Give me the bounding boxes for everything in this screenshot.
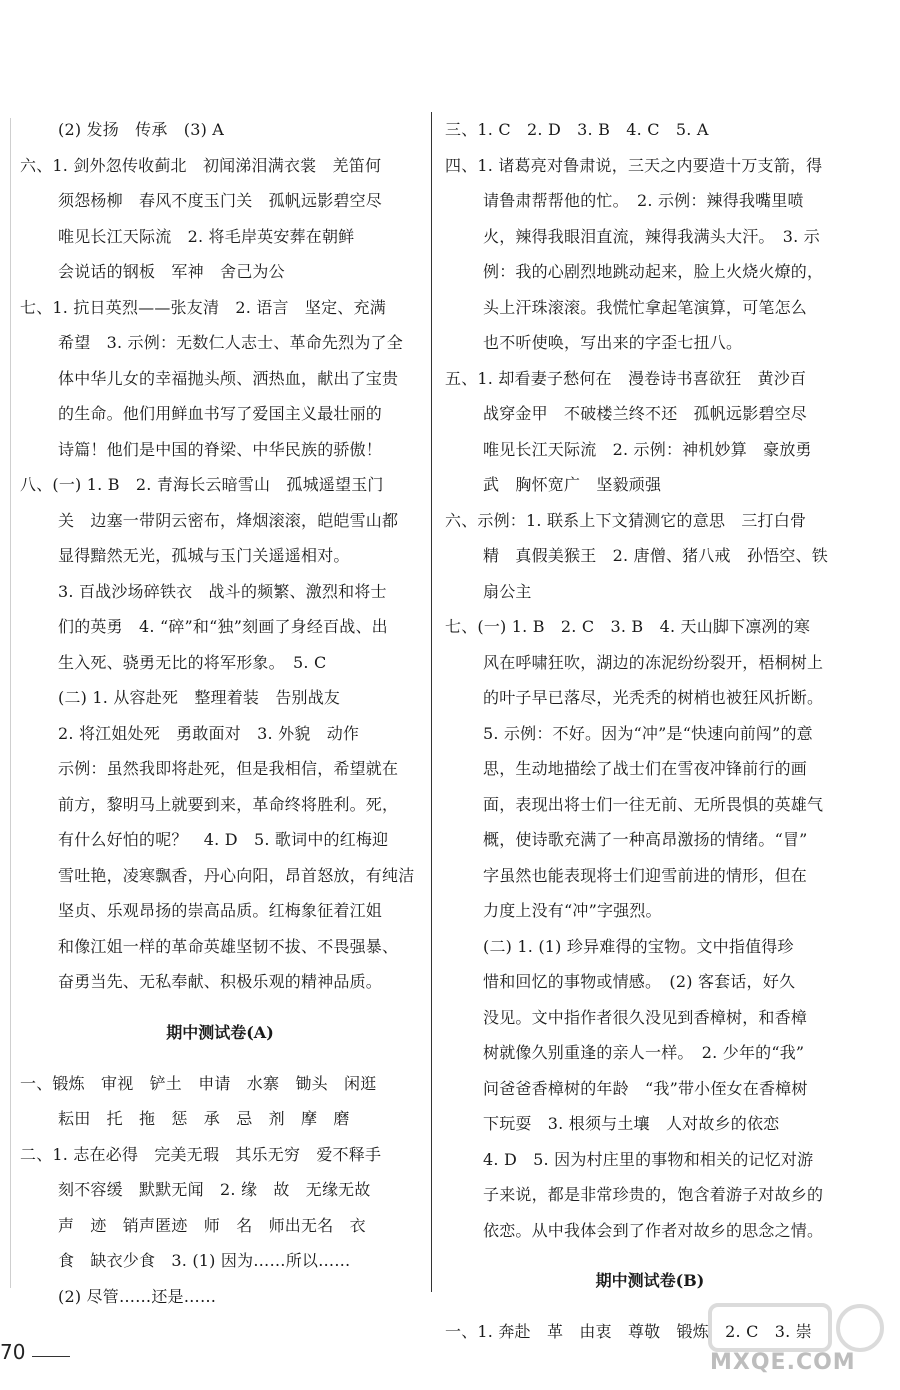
text-line: 六、示例：1. 联系上下文猜测它的意思 三打白骨 (445, 510, 807, 530)
left-column (20, 112, 420, 1314)
section-title: 期中测试卷(A) (166, 1022, 274, 1042)
text-line: 一、锻炼 审视 铲土 申请 水寨 锄头 闲逛 (20, 1073, 377, 1093)
text-line: 风在呼啸狂吹，湖边的冻泥纷纷裂开，梧桐树上 (483, 652, 824, 672)
text-line: 依恋。从中我体会到了作者对故乡的思念之情。 (483, 1220, 824, 1240)
text-line: 和像江姐一样的革命英雄坚韧不拔、不畏强暴、 (58, 936, 399, 956)
text-line: 生入死、骁勇无比的将军形象。 5. C (58, 652, 327, 672)
text-line: 也不听使唤，写出来的字歪七扭八。 (483, 333, 743, 352)
text-line: 2. 将江姐处死 勇敢面对 3. 外貌 动作 (58, 723, 360, 743)
text-line: 没见。文中指作者很久没见到香樟树，和香樟 (483, 1007, 808, 1027)
text-line: 雪吐艳，凌寒飘香，丹心向阳，昂首怒放，有纯洁 (58, 865, 415, 885)
text-line: 战穿金甲 不破楼兰终不还 孤帆远影碧空尽 (483, 404, 808, 423)
text-line: 5. 示例：不好。因为“冲”是“快速向前闯”的意 (483, 723, 813, 743)
text-line: 示例：虽然我即将赴死，但是我相信，希望就在 (58, 759, 399, 778)
text-line: 四、1. 诸葛亮对鲁肃说，三天之内要造十万支箭，得 (445, 155, 823, 175)
text-line: 奋勇当先、无私奉献、积极乐观的精神品质。 (58, 972, 383, 991)
text-line: 思，生动地描绘了战士们在雪夜冲锋前行的画 (483, 759, 808, 778)
text-line: 坚贞、乐观昂扬的崇高品质。红梅象征着江姐 (58, 901, 383, 920)
text-line: 诗篇！他们是中国的脊梁、中华民族的骄傲！ (58, 439, 383, 459)
text-line: 希望 3. 示例：无数仁人志士、革命先烈为了全 (58, 333, 403, 352)
text-line: 3. 百战沙场碎铁衣 战斗的频繁、激烈和将士 (58, 581, 387, 601)
text-line: 下玩耍 3. 根须与土壤 人对故乡的依恋 (483, 1114, 780, 1133)
text-line: 体中华儿女的幸福抛头颅、洒热血，献出了宝贵 (58, 368, 399, 388)
text-line: 4. D 5. 因为村庄里的事物和相关的记忆对游 (483, 1149, 814, 1169)
page-number: 70 (0, 1340, 26, 1364)
column-divider (431, 112, 432, 1292)
text-line: 们的英勇 4. “碎”和“独”刻画了身经百战、出 (58, 617, 388, 636)
text-line: 概，使诗歌充满了一种高昂激扬的情绪。“冒” (483, 830, 808, 849)
text-line: 五、1. 却看妻子愁何在 漫卷诗书喜欲狂 黄沙百 (445, 368, 807, 388)
text-line: 耘田 托 拖 惩 承 忌 剂 摩 磨 (58, 1109, 350, 1128)
text-line: 的叶子早已落尽，光秃秃的树梢也被狂风折断。 (483, 688, 824, 707)
text-line: 前方，黎明马上就要到来，革命终将胜利。死， (58, 794, 399, 814)
text-line: 关 边塞一带阴云密布，烽烟滚滚，皑皑雪山都 (58, 510, 399, 530)
text-line: 请鲁肃帮帮他的忙。 2. 示例：辣得我嘴里喷 (483, 191, 804, 210)
text-line: 树就像久别重逢的亲人一样。 2. 少年的“我” (483, 1043, 805, 1062)
text-line: 武 胸怀宽广 坚毅顽强 (483, 475, 662, 494)
text-line: 八、(一) 1. B 2. 青海长云暗雪山 孤城遥望玉门 (20, 475, 384, 494)
text-line: (2) 发扬 传承 (3) A (58, 120, 225, 139)
text-line: 力度上没有“冲”字强烈。 (483, 901, 662, 920)
text-line: 须怨杨柳 春风不度玉门关 孤帆远影碧空尽 (58, 191, 383, 210)
text-line: 刻不容缓 默默无闻 2. 缘 故 无缘无故 (58, 1180, 371, 1199)
text-line: (二) 1. (1) 珍异难得的宝物。文中指值得珍 (483, 936, 794, 956)
text-line: 头上汗珠滚滚。我慌忙拿起笔演算，可笔怎么 (483, 297, 808, 317)
text-line: 面，表现出将士们一往无前、无所畏惧的英雄气 (483, 794, 824, 814)
text-line: (2) 尽管……还是…… (58, 1286, 217, 1306)
text-line: 六、1. 剑外忽传收蓟北 初闻涕泪满衣裳 羌笛何 (20, 155, 382, 175)
text-line: 惜和回忆的事物或情感。 (2) 客套话，好久 (483, 972, 796, 991)
text-line: 火，辣得我眼泪直流，辣得我满头大汗。 3. 示 (483, 226, 820, 246)
text-line: 会说话的钢板 军神 舍己为公 (58, 262, 285, 281)
text-line: 扇公主 (483, 581, 532, 601)
watermark-text: MXQE.COM (710, 1350, 856, 1375)
text-line: 子来说，都是非常珍贵的，饱含着游子对故乡的 (483, 1185, 824, 1204)
text-line: 精 真假美猴王 2. 唐僧、猪八戒 孙悟空、铁 (483, 546, 828, 565)
text-line: 三、1. C 2. D 3. B 4. C 5. A (445, 120, 709, 139)
text-line: 例：我的心剧烈地跳动起来，脸上火烧火燎的， (483, 262, 824, 281)
text-line: 二、1. 志在必得 完美无瑕 其乐无穷 爱不释手 (20, 1144, 382, 1164)
page-number-rule (32, 1356, 70, 1357)
text-line: 食 缺衣少食 3. (1) 因为……所以…… (58, 1251, 351, 1270)
text-line: 唯见长江天际流 2. 将毛岸英安葬在朝鲜 (58, 226, 355, 246)
section-title: 期中测试卷(B) (595, 1271, 705, 1290)
text-line: 字虽然也能表现将士们迎雪前进的情形，但在 (483, 865, 808, 885)
right-column (445, 112, 855, 1350)
text-line: 七、1. 抗日英烈——张友清 2. 语言 坚定、充满 (20, 297, 386, 317)
page-left-rule (10, 118, 11, 1288)
text-line: 七、(一) 1. B 2. C 3. B 4. 天山脚下凛冽的寒 (445, 617, 811, 636)
text-line: 声 迹 销声匿迹 师 名 师出无名 衣 (58, 1215, 366, 1235)
text-line: 问爸爸香樟树的年龄 “我”带小侄女在香樟树 (483, 1078, 808, 1098)
text-line: 唯见长江天际流 2. 示例：神机妙算 豪放勇 (483, 439, 812, 459)
text-line: 显得黯然无光，孤城与玉门关遥遥相对。 (58, 546, 350, 565)
text-line: (二) 1. 从容赴死 整理着装 告别战友 (58, 688, 341, 707)
text-line: 的生命。他们用鲜血书写了爱国主义最壮丽的 (58, 404, 383, 423)
text-line: 有什么好怕的呢？ 4. D 5. 歌词中的红梅迎 (58, 830, 389, 849)
text-line: 一、1. 奔赴 革 由衷 尊敬 锻炼 2. C 3. 崇 (445, 1322, 812, 1341)
